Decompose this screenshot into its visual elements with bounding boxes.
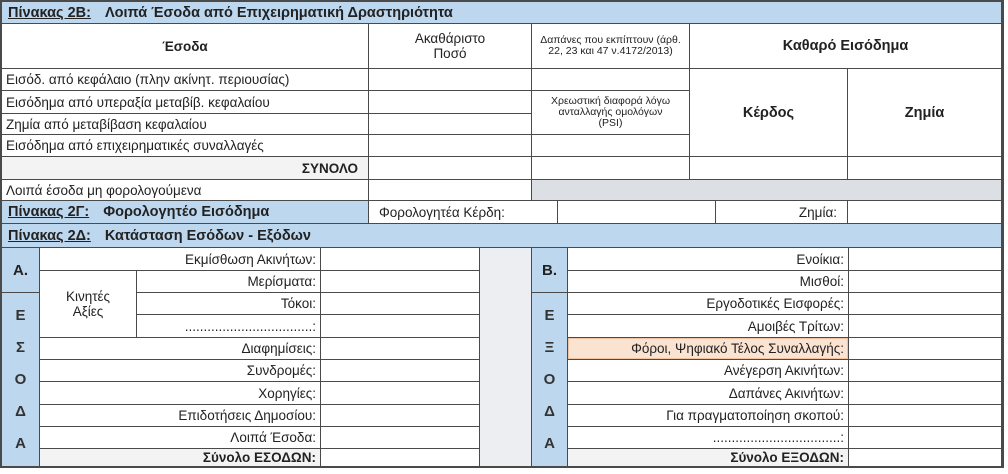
- income-row-label: Διαφημίσεις:: [40, 338, 321, 360]
- income-row-label: ..................................:: [137, 315, 321, 338]
- table-2g-title: Φορολογητέο Εισόδημα: [103, 204, 270, 220]
- expense-row-label: Σύνολο ΕΞΟΔΩΝ:: [568, 449, 849, 467]
- table-2d-prefix: Πίνακας 2Δ:: [8, 227, 91, 244]
- expense-row-label: Ενοίκια:: [568, 248, 849, 271]
- expense-value-input[interactable]: [849, 427, 1002, 449]
- income-row-label: Χορηγίες:: [40, 382, 321, 405]
- gross-input-2[interactable]: [369, 91, 532, 114]
- table-2d-title: Κατάσταση Εσόδων - Εξόδων: [104, 227, 311, 244]
- income-value-input[interactable]: [321, 360, 480, 382]
- non-taxable-input[interactable]: [369, 180, 532, 201]
- table-2b-header: [2, 2, 1002, 24]
- income-value-input[interactable]: [321, 271, 480, 293]
- col-income-header: Έσοδα: [2, 24, 369, 69]
- income-value-input[interactable]: [321, 405, 480, 427]
- col-net-income-header: Καθαρό Εισόδημα: [690, 24, 1002, 69]
- expenses-input-4[interactable]: [532, 135, 690, 157]
- vertical-letter: Ε: [15, 306, 26, 324]
- income-vertical-label: [2, 293, 40, 467]
- expense-row-label: ..................................:: [568, 427, 849, 449]
- income-value-input[interactable]: [321, 315, 480, 338]
- row-label: Εισόδ. από κεφάλαιο (πλην ακίνητ. περιουσίας): [2, 69, 369, 91]
- gross-total-input[interactable]: [369, 157, 532, 180]
- income-section-letter: Α.: [2, 248, 40, 293]
- income-row-label: Σύνολο ΕΣΟΔΩΝ:: [40, 449, 321, 467]
- vertical-letter: Σ: [15, 338, 25, 356]
- expense-value-input[interactable]: [849, 382, 1002, 405]
- gross-input-4[interactable]: [369, 135, 532, 157]
- expense-value-input[interactable]: [849, 248, 1002, 271]
- expense-row-label: Αμοιβές Τρίτων:: [568, 315, 849, 338]
- non-taxable-label: Λοιπά έσοδα μη φορολογούμενα: [2, 180, 369, 201]
- table-2g-header: [2, 201, 369, 224]
- income-value-input[interactable]: [321, 293, 480, 315]
- vertical-letter: Ο: [14, 370, 27, 388]
- taxable-loss-input[interactable]: [848, 201, 1002, 224]
- taxable-profit-label: Φορολογητέα Κέρδη:: [369, 201, 558, 224]
- expense-vertical-label: [532, 293, 568, 467]
- expense-value-input[interactable]: [849, 405, 1002, 427]
- expenses-input-1[interactable]: [532, 69, 690, 91]
- income-row-label: Εκμίσθωση Ακινήτων:: [40, 248, 321, 271]
- income-row-label: Τόκοι:: [137, 293, 321, 315]
- expense-section-letter: Β.: [532, 248, 568, 293]
- expense-value-input[interactable]: [849, 338, 1002, 360]
- expense-row-label: Μισθοί:: [568, 271, 849, 293]
- table-2d-header: [2, 224, 1002, 248]
- vertical-letter: Α: [544, 435, 555, 453]
- section-gap: [480, 248, 532, 467]
- income-value-input[interactable]: [321, 248, 480, 271]
- expenses-total-input[interactable]: [532, 157, 690, 180]
- loss-total-input[interactable]: [848, 157, 1002, 180]
- income-value-input[interactable]: [321, 427, 480, 449]
- table-2b-prefix: Πίνακας 2Β:: [8, 4, 91, 21]
- income-row-label: Μερίσματα:: [137, 271, 321, 293]
- expense-value-input[interactable]: [849, 293, 1002, 315]
- vertical-letter: Ο: [543, 370, 556, 388]
- expense-row-label: Φόροι, Ψηφιακό Τέλος Συναλλαγής:: [568, 338, 849, 360]
- taxable-loss-label: Ζημία:: [716, 201, 848, 224]
- expense-value-input[interactable]: [849, 449, 1002, 467]
- securities-label: Κινητές Αξίες: [40, 271, 137, 338]
- expense-value-input[interactable]: [849, 315, 1002, 338]
- expense-row-label: Ανέγερση Ακινήτων:: [568, 360, 849, 382]
- vertical-letter: Ξ: [544, 338, 555, 356]
- vertical-letter: Ε: [544, 306, 555, 324]
- expense-row-label: Δαπάνες Ακινήτων:: [568, 382, 849, 405]
- col-loss-header: Ζημία: [848, 69, 1002, 157]
- income-value-input[interactable]: [321, 382, 480, 405]
- disabled-area: [532, 180, 1002, 201]
- taxable-profit-input[interactable]: [558, 201, 716, 224]
- expense-row-label: Για πραγματοποίηση σκοπού:: [568, 405, 849, 427]
- total-label: ΣΥΝΟΛΟ: [2, 157, 369, 180]
- gross-input-3[interactable]: [369, 114, 532, 135]
- col-expenses-header: Δαπάνες που εκπίπτουν (άρθ. 22, 23 και 47 ν.4172/2013): [532, 24, 690, 69]
- row-label: Εισόδημα από υπεραξία μεταβίβ. κεφαλαίου: [2, 91, 369, 114]
- income-value-input[interactable]: [321, 449, 480, 467]
- income-row-label: Επιδοτήσεις Δημοσίου:: [40, 405, 321, 427]
- gross-input-1[interactable]: [369, 69, 532, 91]
- row-label: Ζημία από μεταβίβαση κεφαλαίου: [2, 114, 369, 135]
- vertical-letter: Δ: [15, 403, 26, 421]
- income-value-input[interactable]: [321, 338, 480, 360]
- expense-row-label: Εργοδοτικές Εισφορές:: [568, 293, 849, 315]
- vertical-letter: Δ: [544, 403, 555, 421]
- col-gross-header: Ακαθάριστο Ποσό: [369, 24, 532, 69]
- psi-note: Χρεωστική διαφορά λόγω ανταλλαγής ομολόγων (PSI): [532, 91, 690, 135]
- expense-value-input[interactable]: [849, 271, 1002, 293]
- expense-value-input[interactable]: [849, 360, 1002, 382]
- table-2b-title: Λοιπά Έσοδα από Επιχειρηματική Δραστηριότητα: [104, 4, 453, 21]
- profit-total-input[interactable]: [690, 157, 848, 180]
- income-row-label: Λοιπά Έσοδα:: [40, 427, 321, 449]
- row-label: Εισόδημα από επιχειρηματικές συναλλαγές: [2, 135, 369, 157]
- vertical-letter: Α: [15, 435, 26, 453]
- col-profit-header: Κέρδος: [690, 69, 848, 157]
- table-2g-prefix: Πίνακας 2Γ:: [8, 204, 90, 220]
- income-row-label: Συνδρομές:: [40, 360, 321, 382]
